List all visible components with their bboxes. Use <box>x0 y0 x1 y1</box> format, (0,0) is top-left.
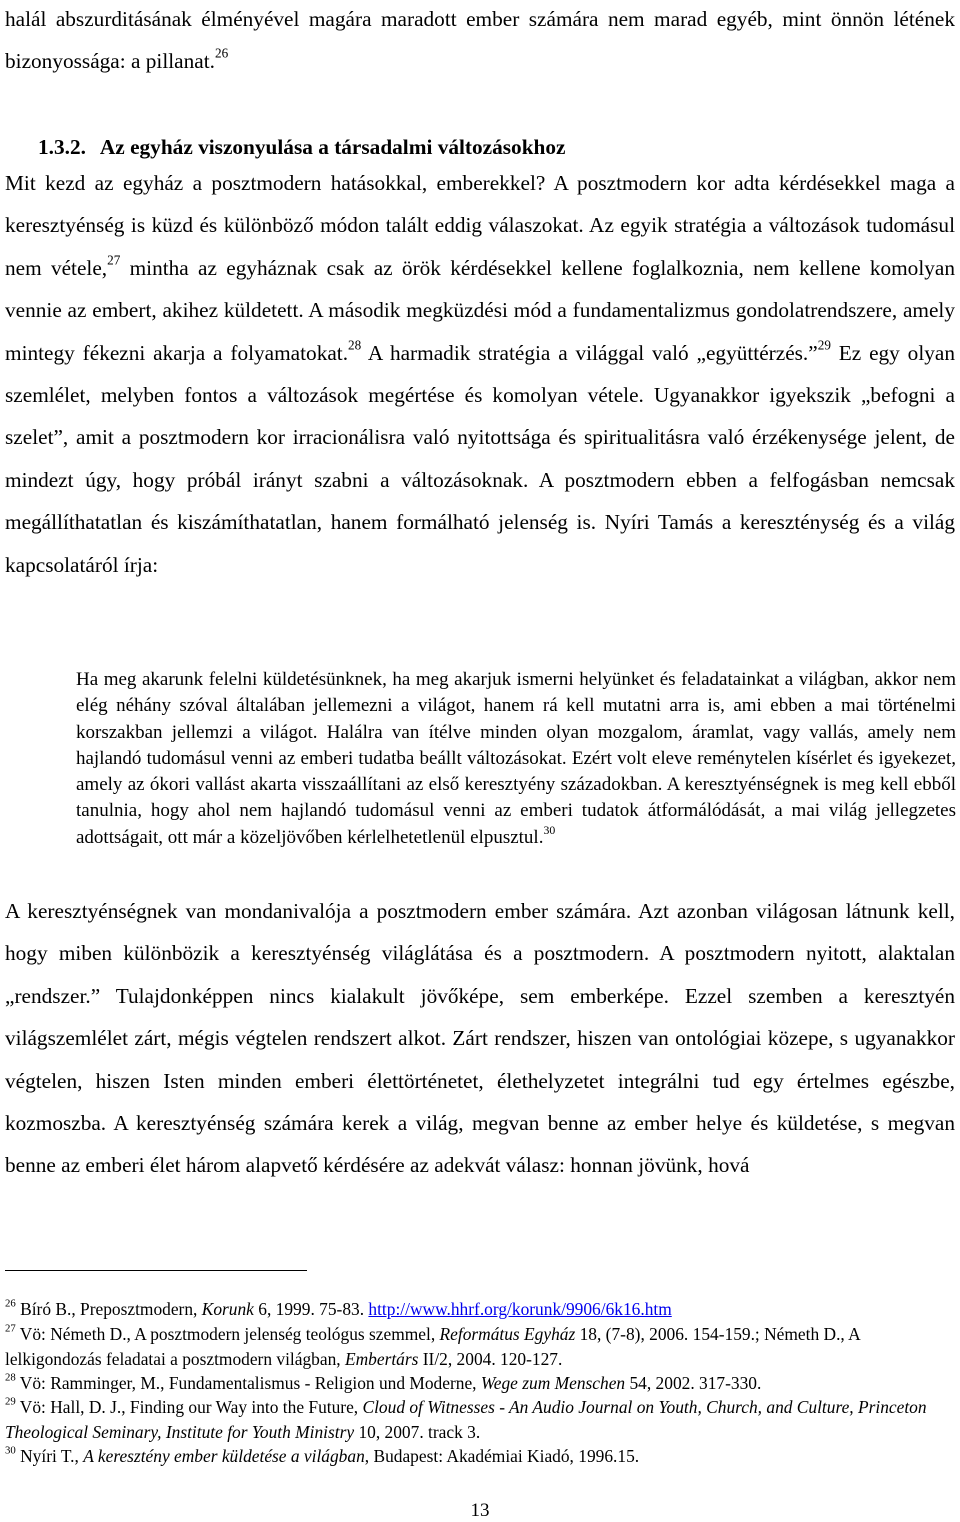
footnote-link[interactable]: http://www.hhrf.org/korunk/9906/6k16.htm <box>368 1299 672 1319</box>
paragraph-text-part: A harmadik stratégia a világgal való „együttérzés.” <box>361 340 818 365</box>
footnote-number: 29 <box>5 1395 16 1408</box>
footnote-text: 54, 2002. 317-330. <box>625 1373 762 1393</box>
footnote-text: Bíró B., Preposztmodern, <box>15 1299 202 1319</box>
footnote-ref-26: 26 <box>214 46 229 62</box>
paragraph-text: A keresztyénségnek van mondanivalója a posztmodern ember számára. Azt azonban világosan látnunk kell, hogy miben különbözik a keresztyénség világlátása és a posztmodern. A posztmodern nyitott, alaktalan „rendszer.” Tulajdonképpen nincs kialakult jövőképe, sem emberképe. Ezzel szemben a keresztyén világszemlélet zárt, mégis végtelen rendszert alkot. Zárt rendszer, hiszen van ontológiai közepe, s ugyanakkor végtelen, hiszen Isten minden emberi élettörténetet, élethelyzetet integrálni tud egy értelmes egészbe, kozmoszba. A keresztyénség számára kerek a világ, megvan benne az ember helye és küldetése, s megvan benne az emberi élet három alapvető kérdésére az adekvát válasz: honnan jövünk, hová <box>5 899 955 1178</box>
continuation-paragraph <box>5 0 955 83</box>
paragraph-text-part: Mit kezd az egyház a posztmodern hatásokkal, emberekkel? A posztmodern kor adta kérdésekkel maga a keresztyénség is küzd és különböző módon talált eddig válaszokat. Az egyik stratégia a változások tudomásul nem vétele, <box>5 171 955 280</box>
footnote-number: 27 <box>5 1322 16 1335</box>
footnote-text: Vö: Ramminger, M., Fundamentalismus - Religion und Moderne, <box>15 1373 481 1393</box>
block-quote <box>76 667 956 851</box>
continuation-text: halál abszurditásának élményével magára maradott ember számára nem marad egyéb, mint önnön létének bizonyossága: a pillanat. <box>5 7 955 74</box>
section-number: 1.3.2. <box>38 135 86 159</box>
footnote-ref-27: 27 <box>107 252 121 268</box>
body-paragraph-2 <box>5 890 955 1187</box>
footnote-ref-29: 29 <box>817 337 831 353</box>
paragraph-text-part: Ez egy olyan szemlélet, melyben fontos a változások megértése és komolyan vétele. Ugyanakkor igyekszik „befogni a szelet”, amit a posztmodern kor irracionálisra való nyitottsága és spiritualitásra való érzékenysége jelent, de mindezt úgy, hogy próbál irányt szabni a változásoknak. A posztmodern ebben a felfogásban nemcsak megállíthatatlan és kiszámíthatatlan, hanem formálható jelenség is. Nyíri Tamás a kereszténység és a világ kapcsolatáról írja: <box>5 340 955 577</box>
footnote-text: II/2, 2004. 120-127. <box>418 1348 563 1369</box>
footnote-italic: Wege zum Menschen <box>480 1373 626 1393</box>
footnote-separator <box>5 1270 307 1271</box>
footnote-text: Vö: Németh D., A posztmodern jelenség teológus szemmel, <box>15 1324 440 1344</box>
footnote-italic: Embertárs <box>344 1348 419 1369</box>
quote-text: Ha meg akarunk felelni küldetésünknek, ha meg akarjuk ismerni helyünket és feladatainkat a világban, akkor nem elég néhány szóval általában jellemezni a világot, hanem rá kell mutatni arra is, ami ebben a mai történelmi korszakban jellemzi a világot. Halálra van ítélve minden olyan mozgalom, áramlat, vagy vallás, amely nem hajlandó tudomásul venni az emberi tudatba beállt változásokat. Ezért volt eleve reménytelen kísérlet és igyekezet, amely az ókori vallást akarta visszaállítani az első keresztyény századokban. A keresztyénségnek is meg kell ebből tanulnia, hogy ahol nem hajlandó tudomásul venni az emberi tudatok átformálódását, a mai világ jellegzetes adottságait, ott már a közeljövőben kérlelhetetlenül elpusztul. <box>76 669 956 848</box>
footnote-text: Vö: Hall, D. J., Finding our Way into the Future, <box>15 1397 363 1417</box>
footnote-number: 26 <box>5 1297 16 1310</box>
footnote-italic: Korunk <box>201 1299 254 1319</box>
footnote-text: , Budapest: Akadémiai Kiadó, 1996.15. <box>364 1446 640 1466</box>
section-title: Az egyház viszonyulása a társadalmi változásokhoz <box>99 135 566 159</box>
footnote-26 <box>5 1297 955 1322</box>
body-paragraph-1 <box>5 162 955 586</box>
footnote-29 <box>5 1395 955 1444</box>
footnote-italic: Református Egyház <box>439 1324 576 1344</box>
paragraph-text-part: mintha az egyháznak csak az örök kérdésekkel kellene foglalkoznia, nem kellene komolyan vennie az embert, akihez küldetett. A második megküzdési mód a fundamentalizmus gondolatrendszere, amely mintegy fékezni akarja a folyamatokat. <box>5 255 955 365</box>
footnote-number: 28 <box>5 1371 16 1384</box>
footnote-text: 6, 1999. 75-83. <box>253 1299 369 1319</box>
footnote-30 <box>5 1444 955 1469</box>
footnote-text: 10, 2007. track 3. <box>354 1421 481 1442</box>
footnote-27 <box>5 1322 955 1371</box>
page-number: 13 <box>470 1500 490 1521</box>
footnote-text: Nyíri T., <box>15 1446 84 1466</box>
footnote-ref-30: 30 <box>543 823 556 837</box>
footnote-italic: A keresztény ember küldetése a világban <box>83 1446 365 1466</box>
footnote-ref-28: 28 <box>348 337 362 353</box>
footnote-number: 30 <box>5 1444 16 1457</box>
footnote-italic: Cloud of Witnesses - An Audio Journal on Youth, Church, and Culture, Princeton Theological Seminary, Institute for Youth Ministry <box>5 1397 927 1442</box>
footnote-text: 18, (7-8), 2006. 154-159.; Németh D., A lelkigondozás feladatai a posztmodern világban, <box>5 1324 860 1369</box>
footnote-28 <box>5 1371 955 1396</box>
